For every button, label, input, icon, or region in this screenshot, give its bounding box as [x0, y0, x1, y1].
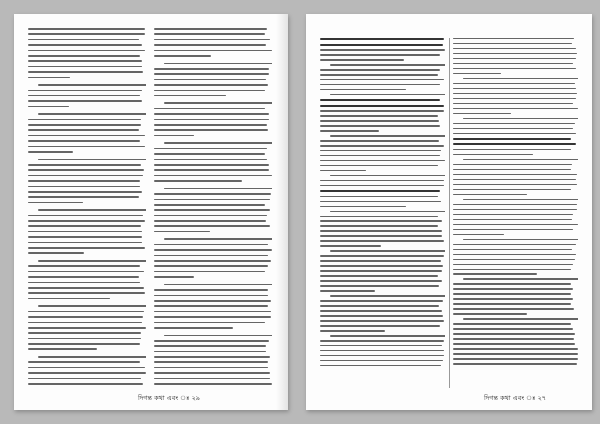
text-line — [320, 360, 443, 361]
text-line — [330, 335, 445, 336]
text-line — [453, 174, 577, 175]
text-line — [154, 124, 267, 126]
text-line — [28, 106, 69, 108]
text-line — [28, 140, 140, 142]
text-line — [320, 265, 443, 266]
text-line — [453, 328, 573, 329]
text-line — [28, 316, 143, 318]
text-line — [320, 230, 442, 231]
text-line — [164, 142, 272, 144]
text-line — [330, 250, 445, 251]
text-line — [320, 350, 444, 351]
text-line — [154, 316, 271, 318]
text-line — [28, 151, 73, 153]
text-line — [453, 288, 573, 289]
text-line — [28, 225, 141, 227]
text-line — [28, 90, 142, 92]
text-line — [453, 338, 574, 339]
text-line — [320, 315, 443, 316]
text-line — [154, 378, 270, 380]
text-line — [330, 135, 445, 136]
text-line — [453, 269, 571, 270]
text-line — [453, 249, 572, 250]
text-line — [28, 220, 145, 222]
text-line — [28, 348, 97, 350]
text-line — [320, 84, 440, 85]
text-line — [320, 235, 442, 236]
text-line — [154, 33, 265, 35]
text-line — [453, 358, 578, 359]
text-line — [28, 39, 139, 41]
text-line — [154, 209, 270, 211]
text-line — [463, 318, 578, 319]
text-line — [453, 209, 577, 210]
text-line — [320, 290, 375, 291]
text-line — [320, 160, 445, 161]
text-line — [28, 196, 139, 198]
text-line — [463, 278, 578, 279]
text-line — [320, 196, 438, 197]
text-line — [154, 169, 269, 171]
text-line — [320, 130, 379, 131]
text-line — [154, 119, 269, 121]
text-line — [154, 289, 268, 291]
text-line — [28, 77, 70, 79]
text-line — [28, 180, 140, 182]
text-line — [463, 239, 578, 240]
text-line — [28, 276, 139, 278]
text-line — [453, 353, 578, 354]
text-line — [154, 249, 272, 251]
text-line — [28, 164, 141, 166]
text-line — [154, 153, 265, 155]
text-line — [320, 125, 440, 126]
text-line — [453, 169, 571, 170]
text-line — [28, 60, 142, 62]
text-line — [453, 143, 576, 145]
text-line — [154, 340, 269, 342]
text-line — [453, 264, 573, 265]
text-line — [28, 191, 142, 193]
text-line — [154, 311, 271, 313]
text-line — [453, 73, 501, 74]
text-line — [28, 343, 140, 345]
text-line — [320, 145, 444, 146]
text-line — [320, 320, 444, 321]
text-line — [320, 69, 440, 70]
text-line — [453, 224, 578, 225]
text-line — [164, 284, 272, 286]
text-line — [453, 103, 573, 104]
text-line — [453, 293, 571, 294]
text-line — [320, 340, 444, 341]
text-line — [28, 311, 144, 313]
text-line — [154, 44, 266, 46]
text-line — [453, 88, 576, 89]
text-line — [320, 140, 439, 141]
text-line — [453, 48, 576, 49]
text-line — [154, 159, 267, 161]
text-line — [28, 129, 139, 131]
text-line — [164, 102, 272, 104]
text-line — [28, 236, 142, 238]
text-line — [28, 44, 142, 46]
text-line — [154, 383, 272, 385]
text-line — [164, 335, 272, 337]
text-line — [154, 50, 272, 52]
text-line — [453, 179, 576, 180]
text-line — [453, 123, 575, 124]
text-line — [28, 298, 110, 300]
text-line — [453, 108, 578, 109]
text-line — [320, 115, 438, 116]
text-line — [320, 260, 441, 261]
text-line — [154, 215, 267, 217]
text-line — [28, 202, 83, 204]
text-line — [320, 89, 406, 90]
text-line — [320, 330, 385, 331]
left-column-1 — [28, 28, 146, 388]
text-line — [320, 255, 444, 256]
text-line — [330, 211, 445, 212]
text-line — [453, 98, 576, 99]
text-line — [453, 53, 577, 54]
text-line — [28, 186, 140, 188]
text-line — [38, 305, 146, 307]
text-line — [28, 292, 145, 294]
text-line — [154, 271, 265, 273]
text-line — [330, 94, 445, 95]
right-page-columns — [320, 38, 578, 388]
text-line — [320, 325, 440, 326]
text-line — [28, 247, 145, 249]
text-line — [320, 355, 444, 356]
left-page-footer: দিগন্ত কথা এবং ঃ ২৯ — [138, 394, 201, 402]
text-line — [320, 345, 442, 346]
text-line — [28, 50, 145, 52]
text-line — [28, 372, 146, 374]
text-line — [320, 310, 442, 311]
text-line — [463, 199, 578, 200]
text-line — [453, 229, 573, 230]
text-line — [154, 90, 265, 92]
text-line — [463, 118, 578, 119]
text-line — [154, 95, 226, 97]
text-line — [154, 322, 265, 324]
text-line — [38, 209, 146, 211]
text-line — [28, 55, 140, 57]
text-line — [453, 219, 572, 220]
text-line — [154, 220, 266, 222]
text-line — [28, 169, 144, 171]
text-line — [154, 260, 271, 262]
text-line — [28, 175, 143, 177]
text-line — [320, 155, 440, 156]
right-page-footer: দিগন্ত কথা এবং ঃ ২৭ — [484, 394, 547, 402]
text-line — [154, 68, 269, 70]
text-line — [320, 275, 438, 276]
text-line — [453, 348, 578, 349]
text-line — [154, 108, 265, 110]
text-line — [453, 58, 576, 59]
text-line — [320, 59, 404, 60]
text-line — [154, 164, 269, 166]
text-line — [28, 135, 145, 137]
text-line — [320, 240, 444, 241]
text-line — [320, 270, 442, 271]
text-line — [28, 71, 143, 73]
text-line — [154, 372, 270, 374]
text-line — [28, 322, 142, 324]
text-line — [28, 242, 142, 244]
text-line — [154, 300, 271, 302]
text-line — [38, 159, 146, 161]
text-line — [154, 327, 233, 329]
text-line — [453, 308, 574, 309]
text-line — [28, 66, 142, 68]
text-line — [154, 148, 267, 150]
text-line — [28, 146, 145, 148]
text-line — [164, 238, 272, 240]
right-page — [306, 14, 592, 410]
text-line — [320, 220, 442, 221]
text-line — [28, 378, 141, 380]
text-line — [453, 83, 575, 84]
text-line — [154, 244, 268, 246]
text-line — [154, 276, 194, 278]
text-line — [154, 231, 210, 233]
text-line — [28, 361, 140, 363]
text-line — [463, 78, 578, 79]
text-line — [453, 38, 574, 39]
text-line — [453, 149, 571, 150]
text-line — [320, 79, 444, 80]
text-line — [453, 244, 576, 245]
text-line — [154, 135, 194, 137]
right-column-1 — [320, 38, 445, 388]
text-line — [453, 93, 577, 94]
text-line — [453, 214, 573, 215]
text-line — [154, 175, 272, 177]
text-line — [28, 383, 143, 385]
text-line — [320, 365, 441, 366]
text-line — [453, 313, 527, 314]
text-line — [154, 361, 268, 363]
text-line — [453, 298, 573, 299]
text-line — [330, 64, 445, 65]
text-line — [453, 43, 572, 44]
text-line — [453, 154, 533, 155]
text-line — [453, 164, 572, 165]
text-line — [320, 285, 439, 286]
text-line — [38, 356, 146, 358]
text-line — [154, 295, 268, 297]
text-line — [453, 128, 573, 129]
text-line — [38, 260, 146, 262]
text-line — [320, 44, 443, 46]
text-line — [154, 265, 268, 267]
text-line — [154, 351, 266, 353]
text-line — [320, 216, 438, 217]
text-line — [154, 199, 270, 201]
text-line — [453, 259, 575, 260]
text-line — [164, 63, 272, 65]
text-line — [28, 100, 142, 102]
text-line — [38, 113, 146, 115]
text-line — [320, 170, 366, 171]
text-line — [154, 55, 211, 57]
text-line — [154, 73, 269, 75]
text-line — [154, 39, 270, 41]
right-column-2 — [453, 38, 578, 388]
left-page — [14, 14, 288, 410]
text-line — [453, 138, 571, 140]
text-line — [453, 63, 573, 64]
text-line — [154, 180, 242, 182]
text-line — [320, 54, 440, 55]
text-line — [320, 300, 443, 301]
text-line — [453, 234, 504, 235]
left-page-columns — [28, 28, 272, 388]
text-line — [28, 282, 140, 284]
text-line — [28, 327, 146, 329]
text-line — [28, 33, 145, 35]
text-line — [320, 74, 438, 75]
text-line — [38, 84, 146, 86]
text-line — [453, 189, 571, 190]
text-line — [28, 95, 140, 97]
text-line — [453, 204, 577, 205]
text-line — [154, 28, 267, 30]
text-line — [453, 333, 575, 334]
text-line — [320, 245, 381, 246]
text-line — [320, 180, 444, 181]
text-line — [164, 188, 272, 190]
text-line — [330, 175, 445, 176]
text-line — [320, 150, 441, 151]
text-line — [453, 68, 576, 69]
text-line — [320, 105, 444, 107]
text-line — [453, 184, 577, 185]
text-line — [330, 295, 445, 296]
text-line — [320, 201, 441, 202]
text-line — [28, 28, 145, 30]
text-line — [320, 185, 444, 186]
text-line — [28, 252, 84, 254]
text-line — [154, 356, 270, 358]
text-line — [154, 79, 266, 81]
text-line — [320, 206, 406, 207]
text-line — [28, 231, 142, 233]
text-line — [453, 273, 537, 274]
text-line — [320, 165, 438, 166]
text-line — [320, 280, 442, 281]
text-line — [154, 345, 266, 347]
text-line — [154, 305, 268, 307]
text-line — [453, 133, 576, 134]
text-line — [154, 193, 271, 195]
text-line — [453, 363, 577, 364]
text-line — [320, 38, 444, 40]
text-line — [320, 190, 440, 192]
text-line — [320, 305, 439, 306]
text-line — [154, 129, 268, 131]
left-column-2 — [154, 28, 272, 388]
text-line — [28, 332, 141, 334]
text-line — [453, 113, 511, 114]
text-line — [453, 303, 571, 304]
text-line — [154, 255, 268, 257]
text-line — [154, 204, 265, 206]
text-line — [453, 343, 575, 344]
text-line — [28, 119, 141, 121]
text-line — [154, 367, 268, 369]
text-line — [453, 254, 576, 255]
text-line — [28, 287, 144, 289]
text-line — [28, 265, 140, 267]
text-line — [28, 271, 144, 273]
text-line — [28, 124, 141, 126]
text-line — [320, 99, 440, 101]
text-line — [320, 225, 438, 226]
text-line — [154, 84, 268, 86]
text-line — [453, 283, 571, 284]
text-line — [320, 120, 439, 121]
text-line — [154, 113, 269, 115]
text-line — [28, 338, 141, 340]
text-line — [320, 110, 444, 111]
text-line — [154, 225, 270, 227]
text-line — [453, 194, 527, 195]
text-line — [320, 49, 445, 50]
text-line — [28, 215, 143, 217]
text-line — [453, 323, 571, 324]
text-line — [463, 159, 578, 160]
text-line — [28, 367, 145, 369]
